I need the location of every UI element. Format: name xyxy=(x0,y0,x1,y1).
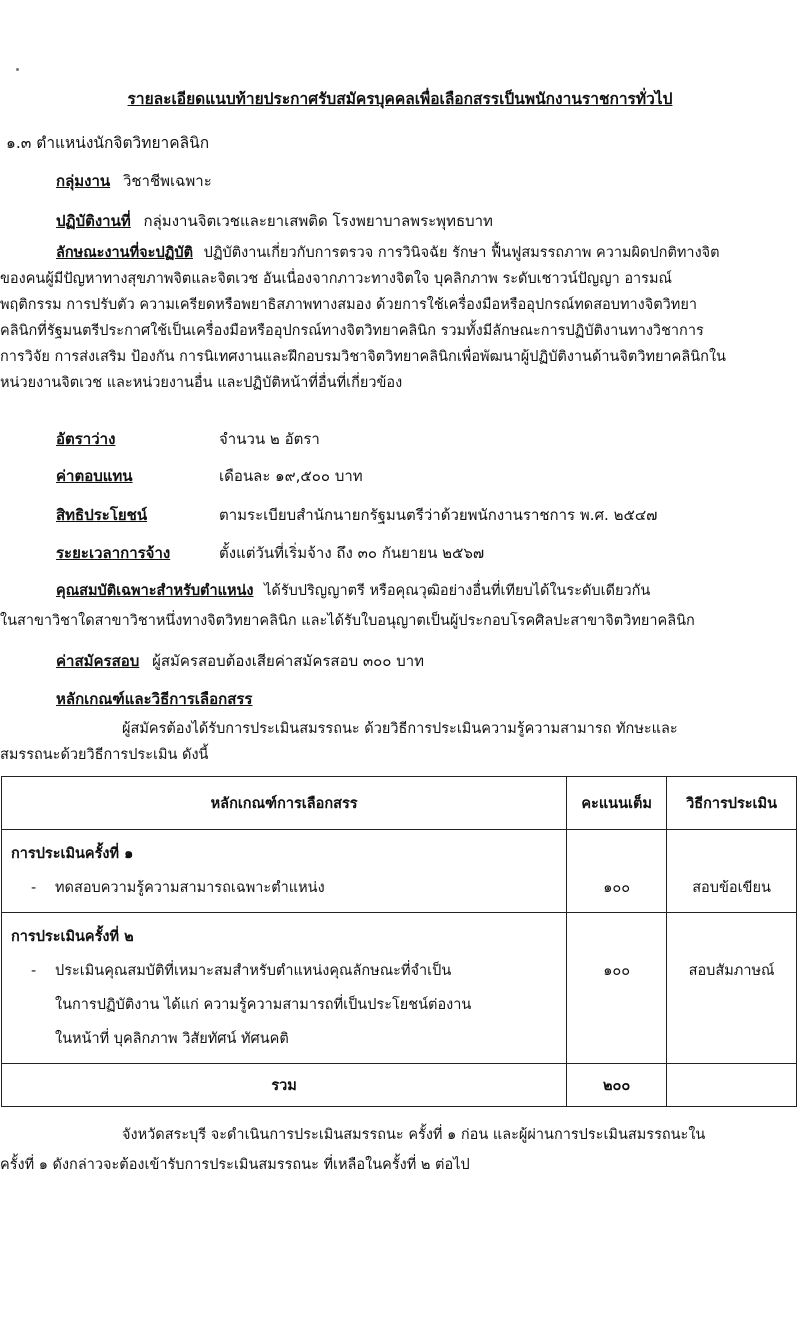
workplace-value: กลุ่มงานจิตเวชและยาเสพติด โรงพยาบาลพระพุทธบาท xyxy=(143,212,493,230)
duties-text: ปฏิบัติงานเกี่ยวกับการตรวจ การวินิจฉัย รักษา ฟื้นฟูสมรรถภาพ ความผิดปกติทางจิต xyxy=(203,245,720,261)
duties-label: ลักษณะงานที่จะปฏิบัติ xyxy=(56,245,193,261)
workplace-field xyxy=(56,210,493,232)
qualification-paragraph xyxy=(0,576,790,636)
period-value: ตั้งแต่วันที่เริ่มจ้าง ถึง ๓๐ กันยายน ๒๕๖๗ xyxy=(219,544,485,562)
salary-value: เดือนละ ๑๙,๕๐๐ บาท xyxy=(219,467,363,485)
header-criteria: หลักเกณฑ์การเลือกสรร xyxy=(2,777,567,830)
salary-label: ค่าตอบแทน xyxy=(56,467,133,485)
criteria-paragraph xyxy=(0,716,790,768)
criteria-heading xyxy=(56,688,252,710)
total-label: รวม xyxy=(2,1064,567,1107)
round2-score: ๑๐๐ xyxy=(603,963,631,979)
table-total-row xyxy=(2,1064,797,1107)
duties-line: การวิจัย การส่งเสริม ป้องกัน การนิเทศงานและฝึกอบรมวิชาจิตวิทยาคลินิกเพื่อพัฒนาผู้ปฏิบัติงานด้านจิตวิทยาคลินิกใน xyxy=(0,349,726,365)
round1-score-cell xyxy=(567,830,667,913)
table-row xyxy=(2,830,797,913)
fee-label: ค่าสมัครสอบ xyxy=(56,652,140,670)
footer-line: ครั้งที่ ๑ ดังกล่าวจะต้องเข้ารับการประเมินสมรรถนะ ที่เหลือในครั้งที่ ๒ ต่อไป xyxy=(0,1157,470,1173)
fee-value: ผู้สมัครสอบต้องเสียค่าสมัครสอบ ๓๐๐ บาท xyxy=(152,652,425,670)
total-score: ๒๐๐ xyxy=(567,1064,667,1107)
total-empty-cell xyxy=(667,1064,797,1107)
round2-method: สอบสัมภาษณ์ xyxy=(688,963,775,979)
criteria-line: ผู้สมัครต้องได้รับการประเมินสมรรถนะ ด้วยวิธีการประเมินความรู้ความสามารถ ทักษะและ xyxy=(122,721,678,737)
group-value: วิชาชีพเฉพาะ xyxy=(122,172,212,190)
duties-line: หน่วยงานจิตเวช และหน่วยงานอื่น และปฏิบัติหน้าที่อื่นที่เกี่ยวข้อง xyxy=(0,375,403,391)
round2-score-cell xyxy=(567,913,667,1064)
benefits-value: ตามระเบียบสำนักนายกรัฐมนตรีว่าด้วยพนักงานราชการ พ.ศ. ๒๕๔๗ xyxy=(219,506,658,524)
vacancy-field xyxy=(56,428,320,450)
workplace-label: ปฏิบัติงานที่ xyxy=(56,212,131,230)
footer-line: จังหวัดสระบุรี จะดำเนินการประเมินสมรรถนะ ครั้งที่ ๑ ก่อน และผู้ผ่านการประเมินสมรรถนะใน xyxy=(122,1127,706,1143)
scan-speck xyxy=(16,68,19,71)
period-label: ระยะเวลาการจ้าง xyxy=(56,544,171,562)
benefits-field xyxy=(56,504,658,526)
salary-field xyxy=(56,465,363,487)
round2-item-line: ในหน้าที่ บุคลิกภาพ วิสัยทัศน์ ทัศนคติ xyxy=(55,1031,289,1047)
criteria-label: หลักเกณฑ์และวิธีการเลือกสรร xyxy=(56,690,253,708)
section-heading: ๑.๓ ตำแหน่งนักจิตวิทยาคลินิก xyxy=(6,134,210,152)
duties-line-1 xyxy=(0,240,790,266)
criteria-table xyxy=(1,776,797,1107)
round2-item-line: ในการปฏิบัติงาน ได้แก่ ความรู้ความสามารถที่เป็นประโยชน์ต่องาน xyxy=(55,997,472,1013)
header-method: วิธีการประเมิน xyxy=(667,777,797,830)
duties-line: พฤติกรรม การปรับตัว ความเครียดหรือพยาธิสภาพทางสมอง ด้วยการใช้เครื่องมือหรืออุปกรณ์ทดสอบทางจิตวิทยา xyxy=(0,297,697,313)
table-header-row xyxy=(2,777,797,830)
duties-line: ของคนผู้มีปัญหาทางสุขภาพจิตและจิตเวช อันเนื่องจากภาวะทางจิตใจ บุคลิกภาพ ระดับเชาวน์ปัญญา อารมณ์ xyxy=(0,271,672,287)
round2-title: การประเมินครั้งที่ ๒ xyxy=(11,929,134,945)
fee-field xyxy=(56,650,424,672)
round2-method-cell xyxy=(667,913,797,1064)
duties-paragraph xyxy=(0,240,790,396)
qualification-line-1 xyxy=(0,576,790,606)
round1-title: การประเมินครั้งที่ ๑ xyxy=(11,846,134,862)
duties-line: คลินิกที่รัฐมนตรีประกาศใช้เป็นเครื่องมือหรืออุปกรณ์ทางจิตวิทยาคลินิก รวมทั้งมีลักษณะการปฏิบัติงานทางวิชาการ xyxy=(0,323,704,339)
document-title: รายละเอียดแนบท้ายประกาศรับสมัครบุคคลเพื่อเลือกสรรเป็นพนักงานราชการทั่วไป xyxy=(127,90,673,108)
benefits-label: สิทธิประโยชน์ xyxy=(56,506,148,524)
header-score: คะแนนเต็ม xyxy=(567,777,667,830)
round2-item-line: ประเมินคุณสมบัติที่เหมาะสมสำหรับตำแหน่งคุณลักษณะที่จำเป็น xyxy=(55,963,452,979)
qualification-text: ได้รับปริญญาตรี หรือคุณวุฒิอย่างอื่นที่เทียบได้ในระดับเดียวกัน xyxy=(264,583,651,599)
round1-score: ๑๐๐ xyxy=(603,880,631,896)
vacancy-label: อัตราว่าง xyxy=(56,430,116,448)
qualification-label: คุณสมบัติเฉพาะสำหรับตำแหน่ง xyxy=(56,583,254,599)
round1-method-cell xyxy=(667,830,797,913)
criteria-line: สมรรถนะด้วยวิธีการประเมิน ดังนี้ xyxy=(0,747,209,763)
footer-paragraph xyxy=(0,1120,790,1180)
round2-criteria-cell: การประเมินครั้งที่ ๒ - ประเมินคุณสมบัติที่เหมาะสมสำหรับตำแหน่งคุณลักษณะที่จำเป็น ในการปฏิบัติงาน ได้แก่ ความรู้ความสามารถที่เป็นประโยชน์ต่องาน ในหน้าที่ บุคลิกภาพ วิสัยทัศน์ ทัศนคติ xyxy=(2,913,567,1064)
table-row xyxy=(2,913,797,1064)
round1-method: สอบข้อเขียน xyxy=(692,880,771,896)
group-field xyxy=(56,170,212,192)
group-label: กลุ่มงาน xyxy=(56,172,111,190)
round1-item: ทดสอบความรู้ความสามารถเฉพาะตำแหน่ง xyxy=(55,880,325,896)
qualification-line: ในสาขาวิชาใดสาขาวิชาหนึ่งทางจิตวิทยาคลินิก และได้รับใบอนุญาตเป็นผู้ประกอบโรคศิลปะสาขาจิตวิทยาคลินิก xyxy=(0,613,695,629)
vacancy-value: จำนวน ๒ อัตรา xyxy=(219,430,320,448)
round1-criteria-cell: การประเมินครั้งที่ ๑ - ทดสอบความรู้ความสามารถเฉพาะตำแหน่ง xyxy=(2,830,567,913)
period-field xyxy=(56,542,485,564)
